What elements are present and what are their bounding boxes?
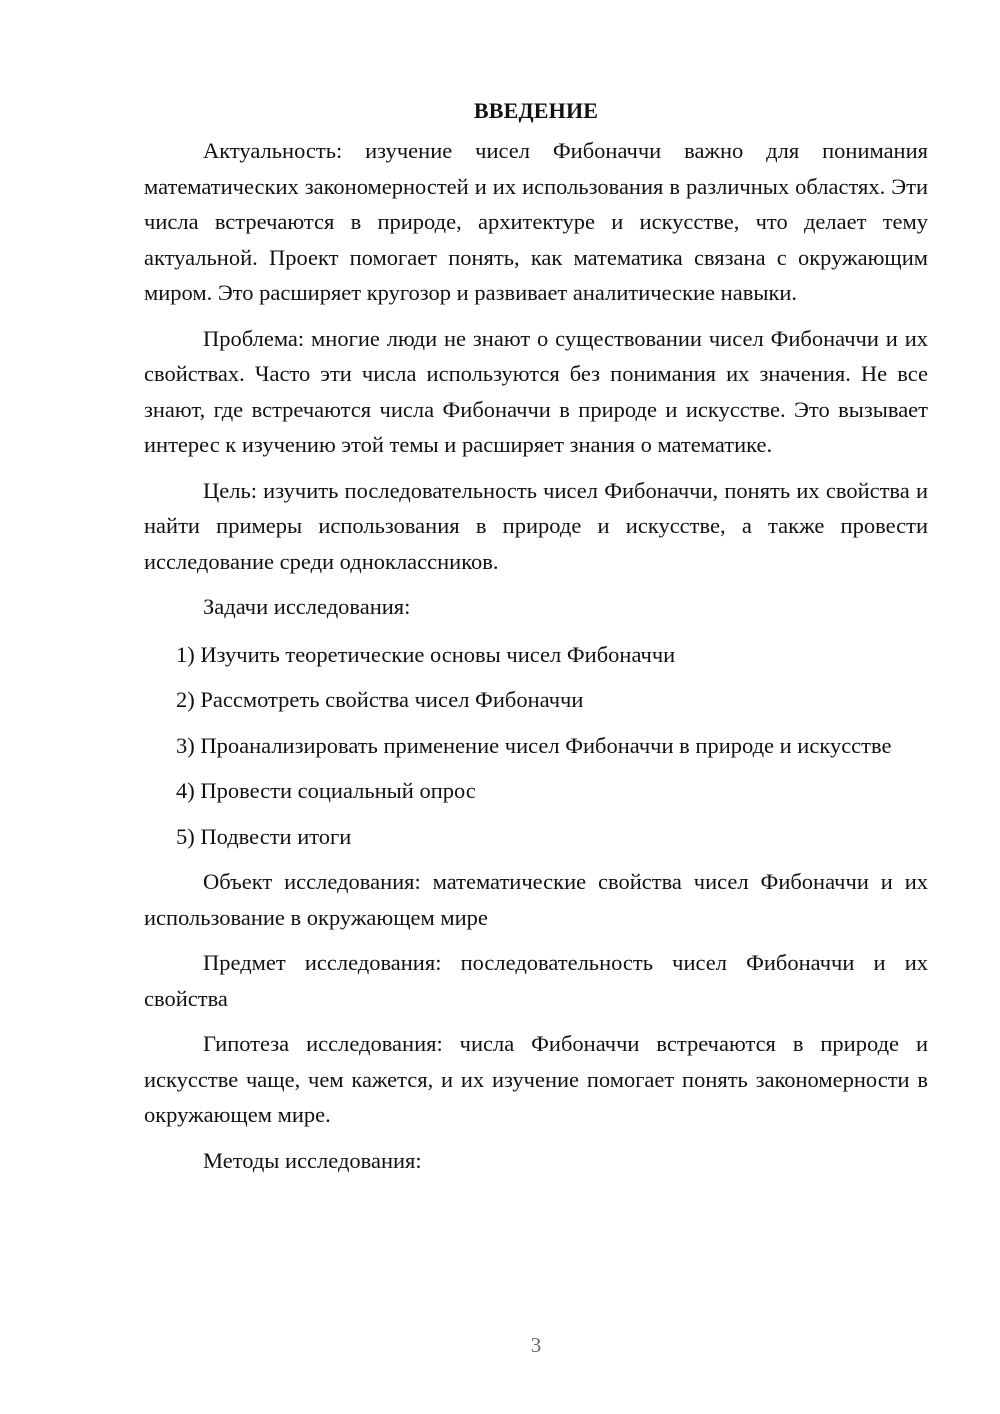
task-item-1: 1) Изучить теоретические основы чисел Фибоначчи <box>176 641 676 667</box>
page-title: ВВЕДЕНИЕ <box>473 98 599 123</box>
task-item-2: 2) Рассмотреть свойства чисел Фибоначчи <box>176 687 584 712</box>
paragraph-relevance: Актуальность: изучение чисел Фибоначчи важно для понимания математических закономерностей и их использования в различных областях. Эти числа встречаются в природе, архитектуре и искусстве, что делает тему актуальной. Проект помогает понять, как математика связана с окружающим миром. Это расширяет кругозор и развивает аналитические навыки. <box>144 138 928 305</box>
tasks-heading: Задачи исследования: <box>203 594 411 619</box>
document-page <box>144 95 928 1190</box>
paragraph-problem: Проблема: многие люди не знают о существовании чисел Фибоначчи и их свойствах. Часто эти числа используются без понимания их значения. Не все знают, где встречаются числа Фибоначчи в природе и искусстве. Это вызывает интерес к изучению этой темы и расширяет знания о математике. <box>144 325 928 457</box>
page-number: 3 <box>530 1333 542 1357</box>
paragraph-goal: Цель: изучить последовательность чисел Фибоначчи, понять их свойства и найти примеры использования в природе и искусстве, а также провести исследование среди одноклассников. <box>144 477 928 574</box>
task-item-5: 5) Подвести итоги <box>176 823 352 849</box>
paragraph-object: Объект исследования: математические свойства чисел Фибоначчи и их использование в окружающем мире <box>144 869 928 930</box>
methods-heading: Методы исследования: <box>203 1147 422 1173</box>
paragraph-hypothesis: Гипотеза исследования: числа Фибоначчи встречаются в природе и искусстве чаще, чем кажется, и их изучение помогает понять закономерности в окружающем мире. <box>144 1031 928 1127</box>
task-item-3: 3) Проанализировать применение чисел Фибоначчи в природе и искусстве <box>176 732 892 758</box>
paragraph-subject: Предмет исследования: последовательность чисел Фибоначчи и их свойства <box>144 950 928 1011</box>
task-item-4: 4) Провести социальный опрос <box>176 778 476 803</box>
